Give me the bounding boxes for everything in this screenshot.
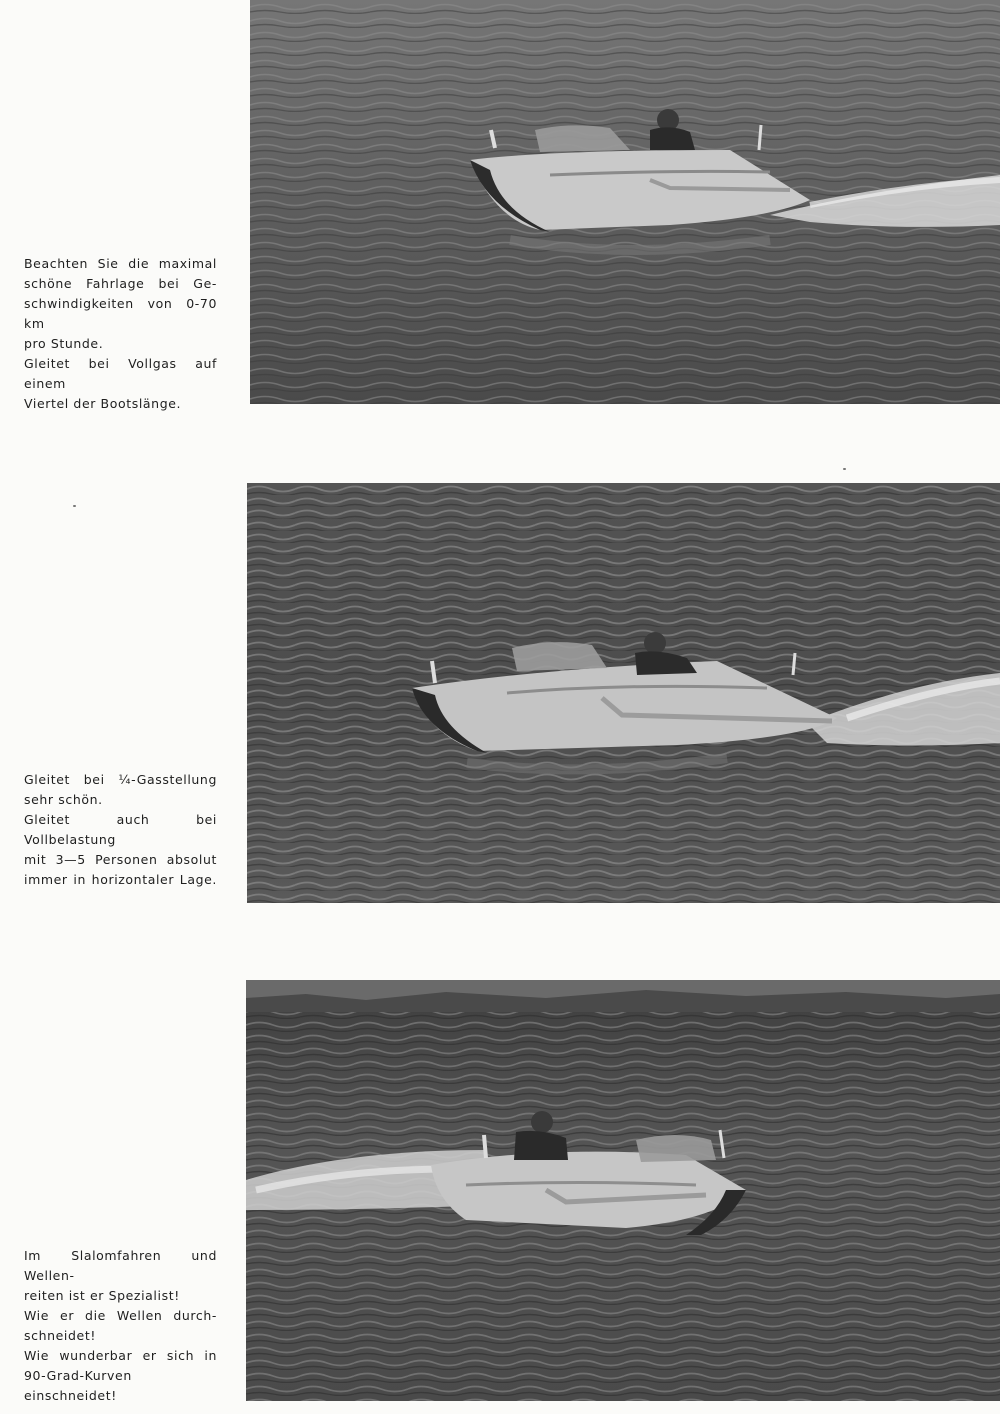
caption-line: 90-Grad-Kurven einschneidet!: [24, 1368, 132, 1403]
caption-line: schneidet!: [24, 1328, 96, 1343]
caption-line: Beachten Sie die maximal: [24, 256, 217, 271]
boat-photo-quarter-throttle: [247, 483, 1000, 903]
caption-line: Viertel der Bootslänge.: [24, 396, 182, 411]
caption-line: schöne Fahrlage bei Ge-: [24, 276, 217, 291]
caption-quarter-throttle: [24, 770, 217, 890]
caption-line: Wie wunderbar er sich in: [24, 1348, 217, 1363]
caption-line: Gleitet bei Vollgas auf einem: [24, 356, 217, 391]
caption-line: Gleitet auch bei Vollbelastung: [24, 812, 217, 847]
caption-line: immer in horizontaler Lage.: [24, 872, 217, 887]
caption-slalom: [24, 1246, 217, 1406]
caption-line: Wie er die Wellen durch-: [24, 1308, 217, 1323]
caption-line: pro Stunde.: [24, 336, 104, 351]
paper-speck: [843, 468, 846, 470]
boat-photo-2-image: [247, 483, 1000, 903]
boat-photo-full-throttle: [250, 0, 1000, 404]
caption-line: Gleitet bei ¼-Gasstellung: [24, 772, 217, 787]
caption-line: schwindigkeiten von 0-70 km: [24, 296, 217, 331]
caption-line: Im Slalomfahren und Wellen-: [24, 1248, 217, 1283]
boat-photo-1-image: [250, 0, 1000, 404]
paper-speck: [73, 505, 76, 507]
boat-photo-3-image: [246, 980, 1000, 1401]
caption-line: reiten ist er Spezialist!: [24, 1288, 180, 1303]
boat-photo-slalom-turn: [246, 980, 1000, 1401]
caption-full-throttle: [24, 254, 217, 414]
caption-line: mit 3—5 Personen absolut: [24, 852, 217, 867]
caption-line: sehr schön.: [24, 792, 103, 807]
